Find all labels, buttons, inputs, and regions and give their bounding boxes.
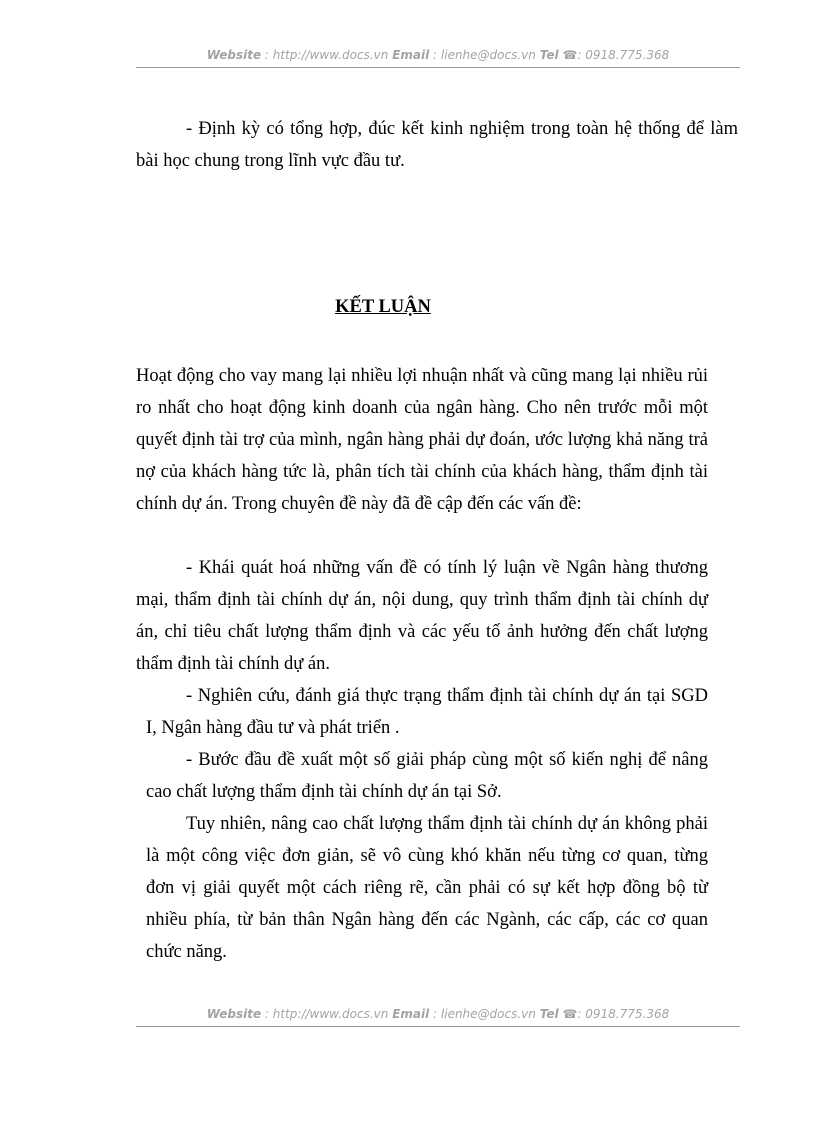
footer-website-label: Website: [206, 1007, 262, 1021]
footer-website-value: : http://www.docs.vn: [264, 1007, 389, 1021]
phone-icon: ☎: [562, 1007, 578, 1021]
bullet-paragraph-3: - Bước đầu đề xuất một số giải pháp cùng một số kiến nghị để nâng cao chất lượng thẩm định tài chính dự án tại Sở.: [146, 750, 708, 802]
header-divider: [136, 67, 740, 68]
section-title: KẾT LUẬN: [335, 297, 431, 317]
header-email-label: Email: [392, 48, 430, 62]
footer-tel-label: Tel: [539, 1007, 559, 1021]
header-tel-value: : 0918.775.368: [577, 48, 670, 62]
footer-email-value: : lienhe@docs.vn: [433, 1007, 536, 1021]
header-website-label: Website: [206, 48, 262, 62]
footer-divider: [136, 1026, 740, 1027]
header-email-value: : lienhe@docs.vn: [433, 48, 536, 62]
header-tel-label: Tel: [539, 48, 559, 62]
phone-icon: ☎: [562, 48, 578, 62]
page-header: [136, 48, 740, 62]
main-paragraph: Hoạt động cho vay mang lại nhiều lợi nhuận nhất và cũng mang lại nhiều rủi ro nhất cho hoạt động kinh doanh của ngân hàng. Cho nên trước mỗi một quyết định tài trợ của mình, ngân hàng phải dự đoán, ước lượng khả năng trả nợ của khách hàng tức là, phân tích tài chính của khách hàng, thẩm định tài chính dự án. Trong chuyên đề này đã đề cập đến các vấn đề:: [136, 366, 708, 514]
bullet-paragraph-2: - Nghiên cứu, đánh giá thực trạng thẩm định tài chính dự án tại SGD I, Ngân hàng đầu tư và phát triển .: [146, 686, 708, 738]
page-footer: [136, 1007, 740, 1021]
closing-paragraph: Tuy nhiên, nâng cao chất lượng thẩm định tài chính dự án không phải là một công việc đơn giản, sẽ vô cùng khó khăn nếu từng cơ quan, từng đơn vị giải quyết một cách riêng rẽ, cần phải có sự kết hợp đồng bộ từ nhiều phía, từ bản thân Ngân hàng đến các Ngành, các cấp, các cơ quan chức năng.: [146, 814, 708, 962]
footer-email-label: Email: [392, 1007, 430, 1021]
header-website-value: : http://www.docs.vn: [264, 48, 389, 62]
bullet-paragraph-1: - Khái quát hoá những vấn đề có tính lý luận về Ngân hàng thương mại, thẩm định tài chính dự án, nội dung, quy trình thẩm định tài chính dự án, chỉ tiêu chất lượng thẩm định và các yếu tố ảnh hưởng đến chất lượng thẩm định tài chính dự án.: [136, 558, 708, 674]
footer-tel-value: : 0918.775.368: [577, 1007, 670, 1021]
intro-paragraph: - Định kỳ có tổng hợp, đúc kết kinh nghiệm trong toàn hệ thống để làm bài học chung trong lĩnh vực đầu tư.: [136, 119, 738, 171]
